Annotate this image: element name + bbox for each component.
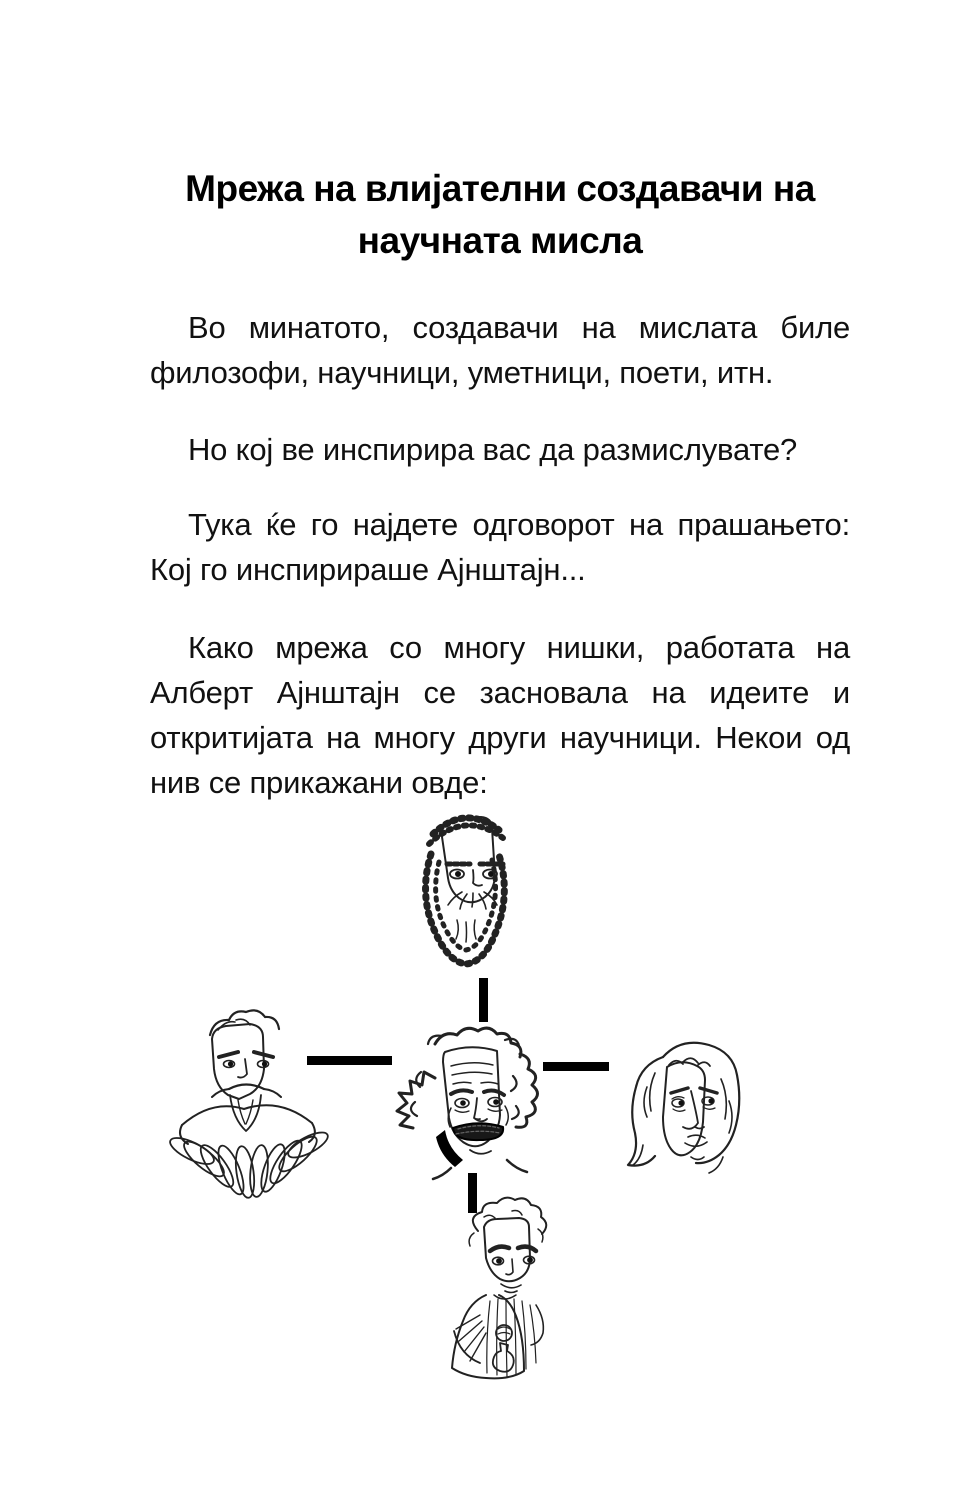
galileo-caricature-drawing bbox=[405, 800, 527, 990]
text-line: откритијата на многу други научници. Некои од bbox=[150, 720, 850, 755]
title-line-2: научната мисла bbox=[357, 219, 643, 261]
galileo-portrait bbox=[405, 800, 527, 990]
paragraph-past-creators bbox=[150, 305, 850, 395]
text-line: Тука ќе го најдете одговорот на прашањето: bbox=[188, 507, 850, 542]
title-line-1: Мрежа на влијателни создавачи на bbox=[185, 167, 815, 209]
newton-caricature-drawing bbox=[603, 1017, 765, 1199]
paragraph-question bbox=[150, 427, 850, 472]
kepler-portrait bbox=[170, 1005, 325, 1187]
curie-caricature-drawing bbox=[438, 1203, 575, 1380]
kepler-caricature-drawing bbox=[170, 1005, 325, 1187]
text-line: Алберт Ајнштајн се засновала на идеите и bbox=[150, 675, 850, 710]
text-line: Но кој ве инспирира вас да размислувате? bbox=[188, 432, 798, 467]
newton-portrait bbox=[603, 1017, 765, 1199]
curie-portrait bbox=[438, 1203, 575, 1380]
text-line: филозофи, научници, уметници, поети, итн. bbox=[150, 355, 774, 390]
paragraph-answer-intro bbox=[150, 502, 850, 592]
page-title bbox=[150, 163, 850, 267]
einstein-caricature-drawing bbox=[385, 1010, 553, 1182]
text-line: Кој го инспирираше Ајнштајн... bbox=[150, 552, 586, 587]
paragraph-network-description bbox=[150, 625, 850, 805]
text-line: нив се прикажани овде: bbox=[150, 765, 488, 800]
text-line: Во минатото, создавачи на мислата биле bbox=[188, 310, 850, 345]
einstein-portrait bbox=[385, 1010, 553, 1182]
text-line: Како мрежа со многу нишки, работата на bbox=[188, 630, 850, 665]
